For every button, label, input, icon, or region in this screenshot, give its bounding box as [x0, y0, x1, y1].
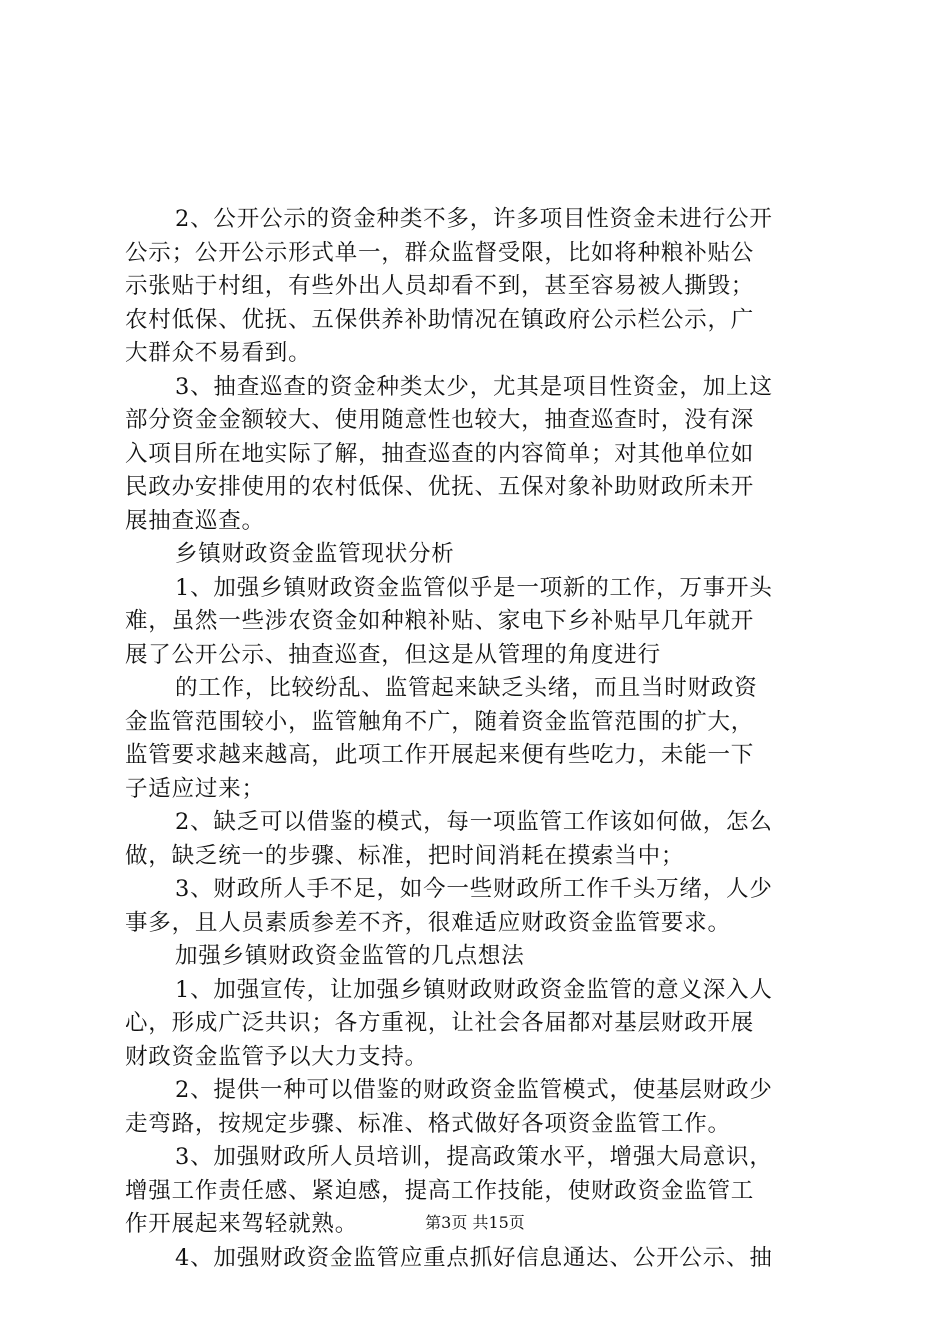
paragraph-line: 入项目所在地实际了解，抽查巡查的内容简单；对其他单位如 [125, 440, 755, 467]
paragraph-line: 财政资金监管予以大力支持。 [125, 1043, 428, 1070]
document-body [125, 203, 830, 1275]
paragraph-line: 3、加强财政所人员培训，提高政策水平，增强大局意识， [175, 1144, 773, 1170]
section-heading: 乡镇财政资金监管现状分析 [175, 541, 455, 567]
paragraph-line: 农村低保、优抚、五保供养补助情况在镇政府公示栏公示，广 [125, 306, 755, 333]
section-heading: 加强乡镇财政资金监管的几点想法 [175, 943, 525, 969]
paragraph-line: 4、加强财政资金监管应重点抓好信息通达、公开公示、抽 [175, 1244, 773, 1271]
paragraph-line: 1、加强乡镇财政资金监管似乎是一项新的工作，万事开头 [175, 574, 773, 601]
paragraph-line: 部分资金金额较大、使用随意性也较大，抽查巡查时，没有深 [125, 407, 755, 433]
paragraph-line: 展抽查巡查。 [125, 507, 265, 534]
paragraph-line: 大群众不易看到。 [125, 340, 312, 366]
paragraph-line: 作开展起来驾轻就熟。 [125, 1211, 359, 1237]
paragraph-line: 做，缺乏统一的步骤、标准，把时间消耗在摸索当中； [125, 842, 685, 869]
paragraph-line: 3、抽查巡查的资金种类太少，尤其是项目性资金，加上这 [175, 373, 773, 400]
paragraph-line: 1、加强宣传，让加强乡镇财政财政资金监管的意义深入人 [175, 976, 773, 1003]
paragraph-line: 监管要求越来越高，此项工作开展起来便有些吃力，未能一下 [125, 742, 755, 768]
page-number-footer: 第3页 共15页 [425, 1213, 525, 1232]
paragraph-line: 事多，且人员素质参差不齐，很难适应财政资金监管要求。 [125, 909, 731, 936]
paragraph-line: 的工作，比较纷乱、监管起来缺乏头绪，而且当时财政资 [175, 675, 758, 701]
paragraph-line: 难，虽然一些涉农资金如种粮补贴、家电下乡补贴早几年就开 [125, 608, 755, 634]
paragraph-line: 民政办安排使用的农村低保、优抚、五保对象补助财政所未开 [125, 474, 755, 500]
paragraph-line: 2、缺乏可以借鉴的模式，每一项监管工作该如何做，怎么 [175, 809, 773, 835]
paragraph-line: 2、提供一种可以借鉴的财政资金监管模式，使基层财政少 [175, 1077, 773, 1103]
paragraph-line: 公示；公开公示形式单一，群众监督受限，比如将种粮补贴公 [125, 239, 755, 266]
paragraph-line: 3、财政所人手不足，如今一些财政所工作千头万绪，人少 [175, 876, 773, 902]
paragraph-line: 示张贴于村组，有些外出人员却看不到，甚至容易被人撕毁； [125, 273, 755, 299]
paragraph-line: 子适应过来； [125, 775, 265, 802]
paragraph-line: 心，形成广泛共识；各方重视，让社会各届都对基层财政开展 [125, 1010, 755, 1036]
paragraph-line: 增强工作责任感、紧迫感，提高工作技能，使财政资金监管工 [125, 1177, 755, 1204]
paragraph-line: 展了公开公示、抽查巡查，但这是从管理的角度进行 [125, 641, 661, 668]
paragraph-line: 走弯路，按规定步骤、标准、格式做好各项资金监管工作。 [125, 1110, 731, 1137]
paragraph-line: 2、公开公示的资金种类不多，许多项目性资金未进行公开 [175, 206, 773, 232]
paragraph-line: 金监管范围较小，监管触角不广，随着资金监管范围的扩大， [125, 708, 755, 735]
